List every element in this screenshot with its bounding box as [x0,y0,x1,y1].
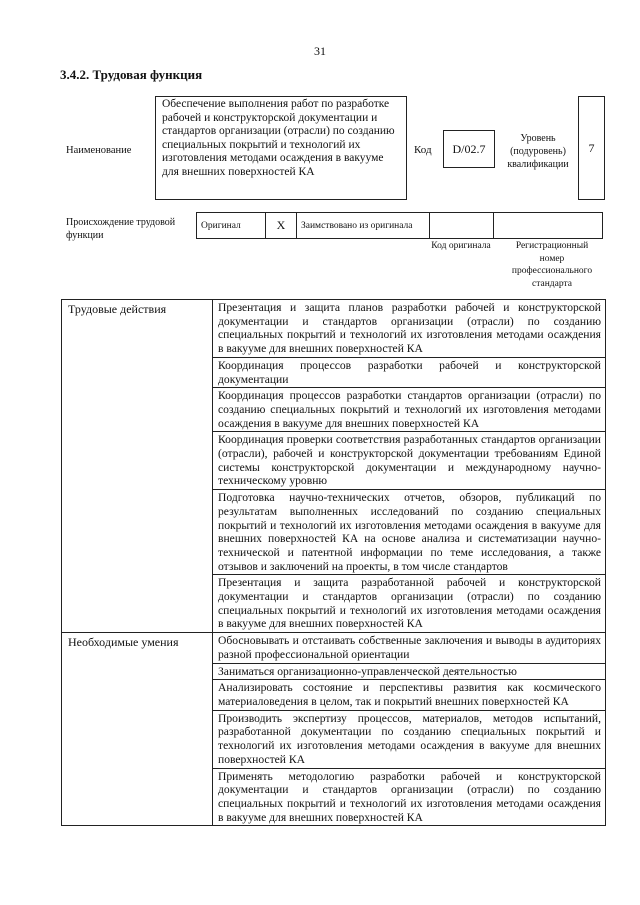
origin-label: Происхождение трудовой функции [66,217,176,241]
required-skills-label: Необходимые умения [62,633,213,826]
table-row [62,300,606,358]
function-details-table [61,299,606,826]
origin-reg-caption: Регистрационный номер профессионального стандарта [511,241,593,289]
labor-action-item: Координация процессов разработки стандартов организации (отрасли) по созданию специальных покрытий и технологий их изготовления методами осаждения в вакууме для внешних поверхностей КА [213,388,606,432]
labor-actions-label: Трудовые действия [62,300,213,633]
original-label: Оригинал [197,213,266,239]
page-number: 31 [314,44,326,58]
section-title: 3.4.2. Трудовая функция [60,67,203,82]
level-value: 7 [578,96,605,200]
labor-action-item: Подготовка научно-технических отчетов, обзоров, публикаций по результатам выполненных исследований по созданию специальных покрытий и технологий их изготовления методами осаждения в вакууме для внешних поверхностей КА на основе анализа и систематизации научно-технической и патентной информации по теме исследования, а также отзывов и заключений на проекты, в том числе стандартов [213,490,606,575]
table-row [62,633,606,663]
labor-action-item: Презентация и защита планов разработки рабочей и конструкторской документации и стандартов организации (отрасли) по созданию специальных покрытий и технологий их изготовления методами осаждения в вакууме для внешних поверхностей КА [213,300,606,358]
origin-code-caption: Код оригинала [431,241,491,251]
origin-reg-cell [494,213,603,239]
skill-item: Производить экспертизу процессов, материалов, методов испытаний, разработанной документации по созданию специальных покрытий и технологий их изготовления методами осаждения в вакууме для внешних поверхностей КА [213,710,606,768]
skill-item: Обосновывать и отстаивать собственные заключения и выводы в аудиториях разной профессиональной ориентации [213,633,606,663]
skill-item: Заниматься организационно-управленческой деятельностью [213,663,606,680]
skill-item: Применять методологию разработки рабочей и конструкторской документации и стандартов организации (отрасли) по созданию специальных покрытий и технологий их изготовления методами осаждения в вакууме для внешних поверхностей КА [213,768,606,826]
origin-table [196,212,603,239]
origin-code-cell [430,213,494,239]
labor-action-item: Презентация и защита разработанной рабочей и конструкторской документации и стандартов организации (отрасли) по созданию специальных покрытий и технологий их изготовления методами осаждения в вакууме для внешних поверхностей КА [213,575,606,633]
borrowed-label: Заимствовано из оригинала [297,213,430,239]
skill-item: Анализировать состояние и перспективы развития как космического материаловедения в целом, так и покрытий внешних поверхностей КА [213,680,606,710]
name-label: Наименование [66,145,132,156]
function-name-box: Обеспечение выполнения работ по разработке рабочей и конструкторской документации и стандартов организации (отрасли) по созданию специальных покрытий и технологий их изготовления методами осаждения в вакууме для внешних поверхностей КА [155,96,407,200]
labor-action-item: Координация процессов разработки рабочей и конструкторской документации [213,357,606,387]
code-value: D/02.7 [443,130,495,168]
original-mark: X [266,213,297,239]
code-label: Код [414,144,432,156]
level-label: Уровень (подуровень) квалификации [507,133,569,170]
labor-action-item: Координация проверки соответствия разработанных стандартов организации (отрасли), рабочей и конструкторской документации требованиям Единой системы конструкторской документации и международному научно-техническому уровню [213,432,606,490]
